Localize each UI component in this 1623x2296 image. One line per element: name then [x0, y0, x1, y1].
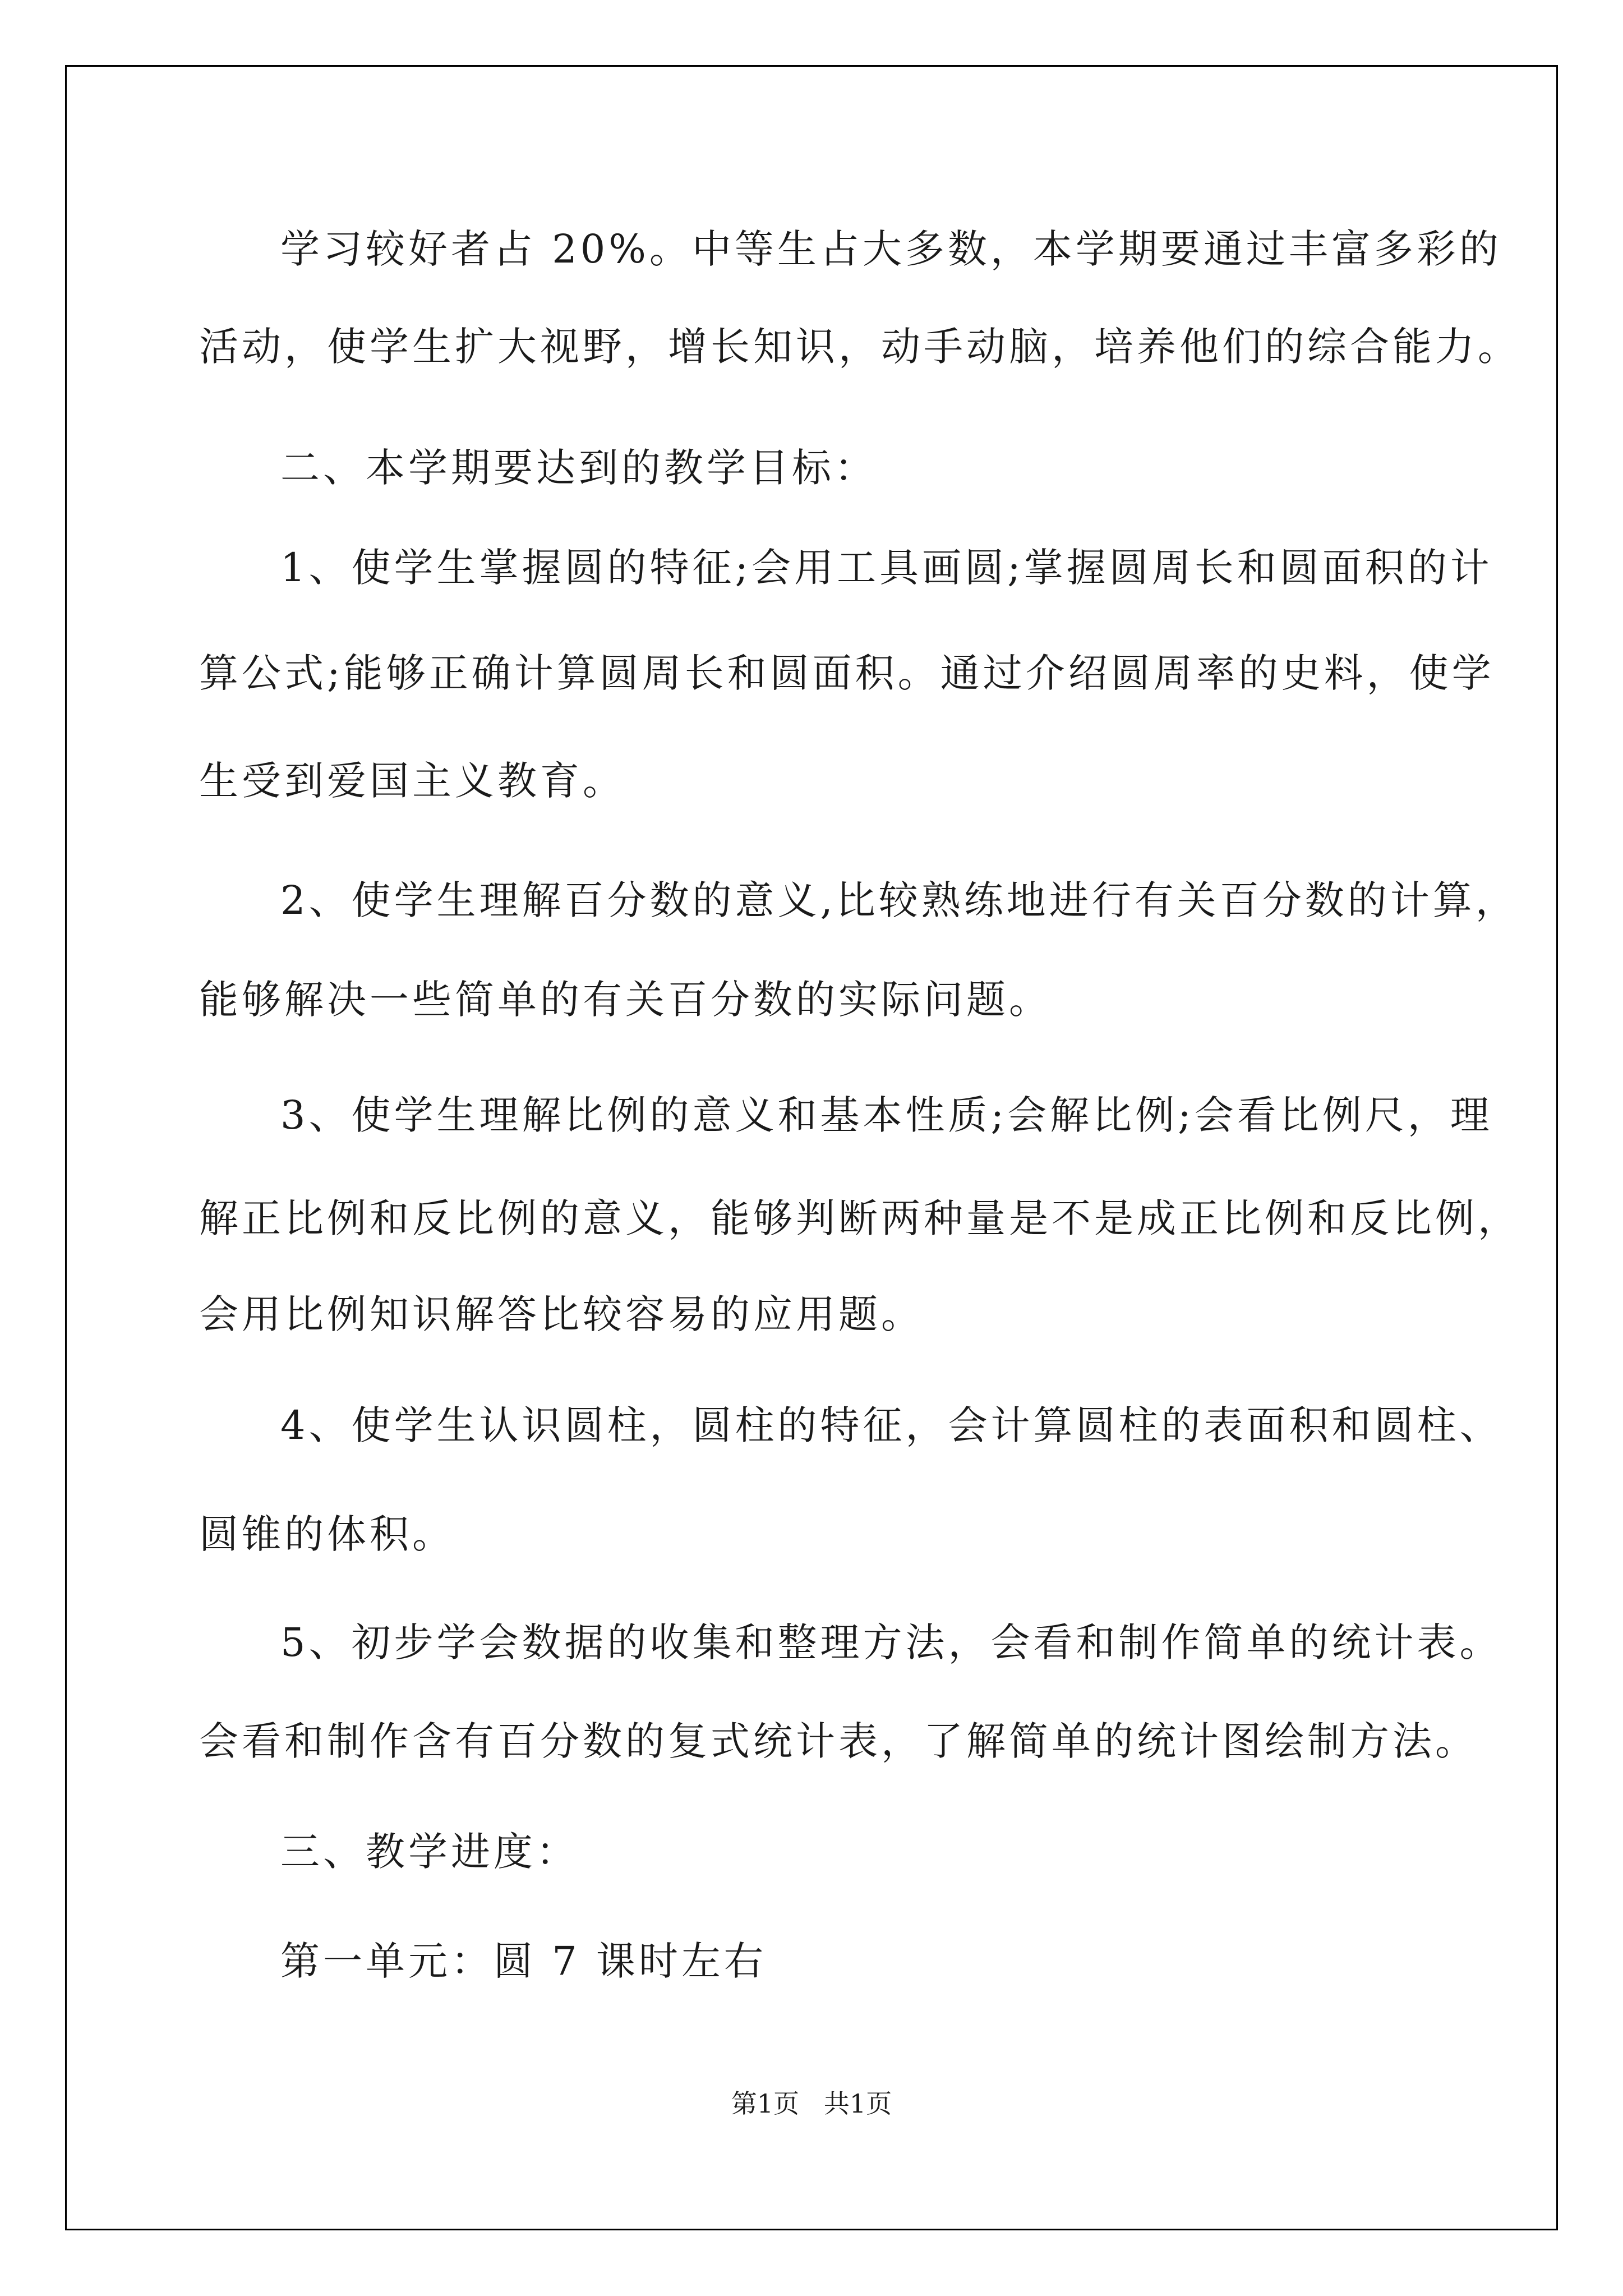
text-line: 会用比例知识解答比较容易的应用题。 — [199, 1291, 924, 1337]
text-line: 二、本学期要达到的教学目标： — [280, 445, 877, 491]
text-line: 第一单元：圆 7 课时左右 — [280, 1938, 767, 1984]
text-line: 生受到爱国主义教育。 — [199, 758, 625, 804]
page-border — [65, 65, 1558, 2230]
text-line: 2、使学生理解百分数的意义,比较熟练地进行有关百分数的计算， — [280, 877, 1518, 923]
text-line: 能够解决一些简单的有关百分数的实际问题。 — [199, 977, 1052, 1023]
text-line: 活动，使学生扩大视野，增长知识，动手动脑，培养他们的综合能力。 — [199, 324, 1520, 370]
text-line: 解正比例和反比例的意义，能够判断两种量是不是成正比例和反比例， — [199, 1195, 1520, 1241]
text-line: 三、教学进度： — [280, 1829, 579, 1875]
text-line: 会看和制作含有百分数的复式统计表，了解简单的统计图绘制方法。 — [199, 1718, 1478, 1764]
text-line: 圆锥的体积。 — [199, 1511, 455, 1557]
page-number-footer: 第1页 共1页 — [731, 2088, 892, 2119]
text-line: 5、初步学会数据的收集和整理方法，会看和制作简单的统计表。 — [280, 1619, 1502, 1665]
text-line: 学习较好者占 20%。中等生占大多数，本学期要通过丰富多彩的 — [280, 226, 1502, 272]
text-line: 3、使学生理解比例的意义和基本性质;会解比例;会看比例尺，理 — [280, 1092, 1493, 1138]
text-line: 算公式;能够正确计算圆周长和圆面积。通过介绍圆周率的史料，使学 — [199, 650, 1495, 696]
text-line: 4、使学生认识圆柱，圆柱的特征，会计算圆柱的表面积和圆柱、 — [280, 1402, 1502, 1448]
text-line: 1、使学生掌握圆的特征;会用工具画圆;掌握圆周长和圆面积的计 — [280, 545, 1493, 591]
